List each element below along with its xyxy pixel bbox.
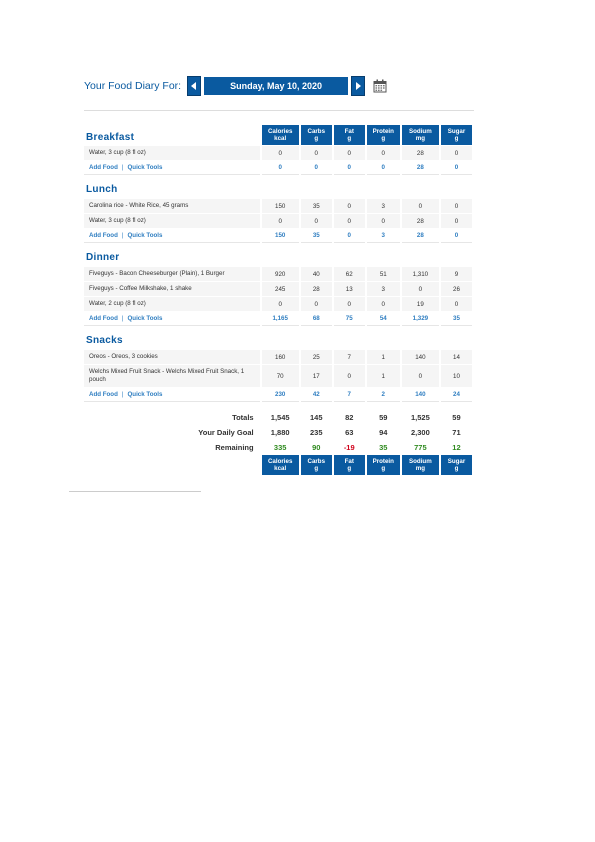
totals-row-protein: 59 [379, 413, 388, 422]
daily-goal-row-protein: 94 [379, 428, 388, 437]
subtotal-sodium: 1,329 [402, 311, 439, 326]
food-value-sodium: 1,310 [402, 266, 439, 281]
subtotal-protein: 2 [367, 387, 400, 402]
column-unit: g [454, 135, 459, 142]
footer-column-header-protein [367, 455, 400, 475]
food-value-calories: 245 [262, 281, 299, 296]
daily-goal-row-carbs: 235 [310, 428, 323, 437]
food-row[interactable] [84, 296, 472, 311]
remaining-row-carbs: 90 [312, 443, 321, 452]
subtotal-calories: 1,165 [262, 311, 299, 326]
column-name: Fat [344, 128, 354, 135]
food-value-sodium: 28 [402, 213, 439, 228]
food-value-carbs: 25 [301, 349, 332, 364]
subtotal-sugar: 0 [441, 228, 472, 243]
subtotal-sodium: 28 [402, 160, 439, 175]
food-value-sugar: 0 [441, 213, 472, 228]
column-name: Sugar [447, 128, 466, 135]
diary-title: Your Food Diary For: [84, 80, 182, 92]
footer-divider [69, 491, 201, 492]
column-name: Protein [372, 128, 394, 135]
food-value-carbs: 35 [301, 198, 332, 213]
subtotal-carbs: 68 [301, 311, 332, 326]
food-value-sugar: 0 [441, 198, 472, 213]
column-name: Fat [344, 458, 354, 465]
meal-header-row [84, 243, 472, 266]
remaining-row-sodium: 775 [414, 443, 427, 452]
column-unit: g [347, 135, 352, 142]
daily-goal-row-sugar: 71 [452, 428, 461, 437]
food-value-carbs: 28 [301, 281, 332, 296]
remaining-row-protein: 35 [379, 443, 388, 452]
meal-actions [84, 160, 260, 175]
food-value-sodium: 0 [402, 364, 439, 387]
column-header-protein [367, 125, 400, 145]
food-value-carbs: 0 [301, 296, 332, 311]
subtotal-carbs: 0 [301, 160, 332, 175]
subtotal-carbs: 42 [301, 387, 332, 402]
add-food-link[interactable]: Add Food [89, 163, 118, 171]
column-unit: g [454, 465, 459, 472]
food-value-calories: 150 [262, 198, 299, 213]
subtotal-sodium: 28 [402, 228, 439, 243]
meal-subtotal-row [84, 387, 472, 402]
subtotal-calories: 0 [262, 160, 299, 175]
food-value-calories: 0 [262, 145, 299, 160]
column-unit: kcal [274, 465, 287, 472]
food-row[interactable] [84, 145, 472, 160]
food-value-sodium: 140 [402, 349, 439, 364]
food-row[interactable] [84, 213, 472, 228]
column-unit: mg [415, 135, 425, 142]
link-separator: | [121, 390, 124, 398]
arrow-left-icon [191, 82, 197, 90]
column-header-carbs [301, 125, 332, 145]
subtotal-calories: 150 [262, 228, 299, 243]
food-value-sodium: 0 [402, 281, 439, 296]
food-value-sugar: 0 [441, 296, 472, 311]
column-name: Sodium [409, 458, 432, 465]
food-name[interactable]: Welchs Mixed Fruit Snack - Welchs Mixed Fruit Snack, 1 pouch [84, 364, 260, 387]
food-value-protein: 51 [367, 266, 400, 281]
food-value-calories: 160 [262, 349, 299, 364]
food-value-carbs: 0 [301, 145, 332, 160]
totals-row-calories: 1,545 [270, 413, 290, 422]
daily-goal-row-fat: 63 [345, 428, 354, 437]
column-unit: g [347, 465, 352, 472]
totals-row-carbs: 145 [310, 413, 323, 422]
totals-row-sugar: 59 [452, 413, 461, 422]
subtotal-fat: 0 [334, 228, 365, 243]
meal-title: Dinner [86, 252, 120, 263]
food-value-protein: 3 [367, 281, 400, 296]
food-diary [84, 76, 474, 475]
food-value-calories: 0 [262, 296, 299, 311]
remaining-row [84, 440, 472, 455]
arrow-right-icon [355, 82, 361, 90]
food-row[interactable] [84, 198, 472, 213]
daily-goal-row-calories: 1,880 [270, 428, 290, 437]
meal-actions [84, 228, 260, 243]
food-row[interactable] [84, 266, 472, 281]
footer-column-headers [84, 455, 472, 475]
food-value-sodium: 28 [402, 145, 439, 160]
food-row[interactable] [84, 364, 472, 387]
food-name[interactable]: Fiveguys - Bacon Cheeseburger (Plain), 1 Burger [84, 266, 260, 281]
totals-row-label: Totals [232, 413, 254, 422]
quick-tools-link[interactable]: Quick Tools [127, 163, 163, 171]
food-name[interactable]: Fiveguys - Coffee Milkshake, 1 shake [84, 281, 260, 296]
column-name: Carbs [307, 128, 326, 135]
subtotal-sugar: 24 [441, 387, 472, 402]
meal-title: Breakfast [86, 132, 135, 143]
column-unit: g [314, 465, 319, 472]
footer-column-header-sugar [441, 455, 472, 475]
subtotal-carbs: 35 [301, 228, 332, 243]
column-header-sodium [402, 125, 439, 145]
food-value-sodium: 0 [402, 198, 439, 213]
subtotal-protein: 54 [367, 311, 400, 326]
column-unit: kcal [274, 135, 287, 142]
link-separator: | [121, 314, 124, 322]
column-name: Sodium [409, 128, 432, 135]
meal-title: Snacks [86, 335, 123, 346]
add-food-link[interactable]: Add Food [89, 390, 118, 398]
food-value-fat: 7 [334, 349, 365, 364]
column-name: Calories [267, 458, 293, 465]
food-value-sugar: 9 [441, 266, 472, 281]
meal-subtotal-row [84, 160, 472, 175]
meal-header-row [84, 175, 472, 198]
footer-column-header-carbs [301, 455, 332, 475]
meal-subtotal-row [84, 311, 472, 326]
food-value-sugar: 10 [441, 364, 472, 387]
subtotal-sodium: 140 [402, 387, 439, 402]
totals-row [84, 410, 472, 425]
subtotal-fat: 7 [334, 387, 365, 402]
subtotal-fat: 0 [334, 160, 365, 175]
footer-column-header-calories [262, 455, 299, 475]
diary-header [84, 76, 474, 96]
food-value-protein: 0 [367, 145, 400, 160]
quick-tools-link[interactable]: Quick Tools [127, 231, 163, 239]
subtotal-fat: 75 [334, 311, 365, 326]
column-unit: g [381, 135, 386, 142]
food-value-fat: 0 [334, 364, 365, 387]
food-value-fat: 0 [334, 198, 365, 213]
column-name: Carbs [307, 458, 326, 465]
column-name: Sugar [447, 458, 466, 465]
calendar-icon[interactable] [373, 79, 387, 93]
column-unit: g [314, 135, 319, 142]
daily-goal-row-label: Your Daily Goal [198, 428, 254, 437]
food-value-fat: 0 [334, 145, 365, 160]
diary-table [82, 125, 474, 475]
quick-tools-link[interactable]: Quick Tools [127, 390, 163, 398]
food-value-calories: 920 [262, 266, 299, 281]
food-value-carbs: 40 [301, 266, 332, 281]
next-day-button[interactable] [351, 76, 365, 96]
column-name: Protein [372, 458, 394, 465]
column-header-calories [262, 125, 299, 145]
quick-tools-link[interactable]: Quick Tools [127, 314, 163, 322]
link-separator: | [121, 231, 124, 239]
food-value-protein: 1 [367, 349, 400, 364]
subtotal-calories: 230 [262, 387, 299, 402]
food-value-sugar: 14 [441, 349, 472, 364]
food-row[interactable] [84, 349, 472, 364]
food-value-sugar: 26 [441, 281, 472, 296]
food-value-fat: 62 [334, 266, 365, 281]
totals-row-fat: 82 [345, 413, 354, 422]
subtotal-sugar: 0 [441, 160, 472, 175]
food-name[interactable]: Water, 3 cup (8 fl oz) [84, 213, 260, 228]
remaining-row-calories: 335 [273, 443, 287, 452]
food-value-carbs: 17 [301, 364, 332, 387]
totals-row-sodium: 1,525 [410, 413, 430, 422]
add-food-link[interactable]: Add Food [89, 231, 118, 239]
food-name[interactable]: Carolina rice - White Rice, 45 grams [84, 198, 260, 213]
food-value-calories: 0 [262, 213, 299, 228]
header-divider [84, 110, 474, 111]
meal-actions [84, 311, 260, 326]
subtotal-protein: 3 [367, 228, 400, 243]
add-food-link[interactable]: Add Food [89, 314, 118, 322]
food-name[interactable]: Oreos - Oreos, 3 cookies [84, 349, 260, 364]
meal-actions [84, 387, 260, 402]
food-value-protein: 1 [367, 364, 400, 387]
food-value-sugar: 0 [441, 145, 472, 160]
daily-goal-row-sodium: 2,300 [410, 428, 430, 437]
column-header-sugar [441, 125, 472, 145]
food-value-fat: 0 [334, 213, 365, 228]
column-header-fat [334, 125, 365, 145]
remaining-row-sugar: 12 [452, 443, 461, 452]
column-unit: mg [415, 465, 425, 472]
meal-header-row [84, 326, 472, 349]
food-value-protein: 0 [367, 213, 400, 228]
footer-column-header-fat [334, 455, 365, 475]
food-value-calories: 70 [262, 364, 299, 387]
food-row[interactable] [84, 281, 472, 296]
remaining-row-fat: -19 [343, 443, 355, 452]
date-display[interactable]: Sunday, May 10, 2020 [204, 77, 348, 95]
subtotal-protein: 0 [367, 160, 400, 175]
food-value-protein: 3 [367, 198, 400, 213]
remaining-row-label: Remaining [215, 443, 254, 452]
meal-title: Lunch [86, 184, 118, 195]
link-separator: | [121, 163, 124, 171]
daily-goal-row [84, 425, 472, 440]
footer-column-header-sodium [402, 455, 439, 475]
previous-day-button[interactable] [187, 76, 201, 96]
meal-subtotal-row [84, 228, 472, 243]
meal-header-row [84, 125, 472, 145]
food-name[interactable]: Water, 2 cup (8 fl oz) [84, 296, 260, 311]
food-value-protein: 0 [367, 296, 400, 311]
food-value-sodium: 19 [402, 296, 439, 311]
food-name[interactable]: Water, 3 cup (8 fl oz) [84, 145, 260, 160]
subtotal-sugar: 35 [441, 311, 472, 326]
column-name: Calories [267, 128, 293, 135]
column-unit: g [381, 465, 386, 472]
food-value-fat: 13 [334, 281, 365, 296]
food-value-fat: 0 [334, 296, 365, 311]
food-value-carbs: 0 [301, 213, 332, 228]
